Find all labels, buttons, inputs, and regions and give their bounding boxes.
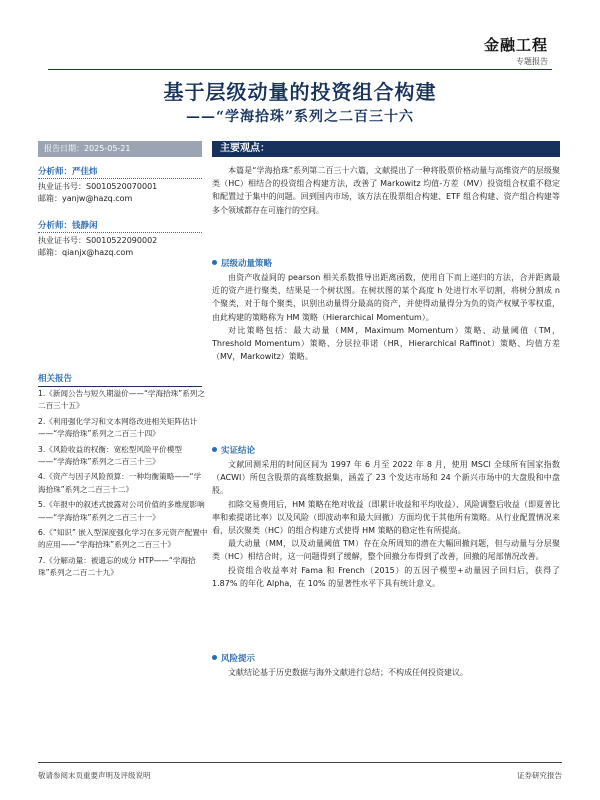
analyst-block bbox=[38, 220, 202, 259]
analyst-email[interactable]: 邮箱：yanjw@hazq.com bbox=[38, 194, 133, 203]
analyst-name: 分析师：严佳炜 bbox=[38, 167, 98, 177]
body-paragraph: 对比策略包括：最大动量（MM，Maximum Momentum）策略、动量阈值（TM，Threshold Momentum）策略、分层拉菲诺（HR，Hierarchical Raffinot）策略、均值方差（MV，Markowitz）策略。 bbox=[212, 325, 560, 362]
section-body bbox=[212, 458, 560, 590]
brand-name: 金融工程 bbox=[483, 36, 548, 54]
analyst-cert: 执业证书号：S0010522090002 bbox=[38, 236, 158, 245]
footer-divider bbox=[38, 762, 562, 763]
section-body bbox=[212, 271, 560, 363]
analyst-cert: 执业证书号：S0010520070001 bbox=[38, 182, 158, 191]
footer-label: 证券研究报告 bbox=[517, 771, 562, 780]
related-report-item[interactable]: 4.《资产与因子风险预算：一种均衡策略——“学海拾珠”系列之二百三十二》 bbox=[38, 472, 202, 494]
intro-block bbox=[212, 164, 560, 217]
related-report-item[interactable]: 6.《“知识” 嵌入型深度强化学习在多元资产配置中的应用——“学海拾珠”系列之二百三十》 bbox=[38, 528, 208, 550]
summary-heading: 主要观点： bbox=[212, 141, 560, 157]
footer-disclaimer: 敬请参阅末页重要声明及评级说明 bbox=[38, 771, 151, 780]
section-heading bbox=[212, 652, 255, 664]
related-report-item[interactable]: 2.《利用强化学习和文本网络改进相关矩阵估计 ——“学海拾珠”系列之二百三十四》 bbox=[38, 416, 198, 439]
body-paragraph: 最大动量（MM，以及动量阈值 TM）存在众所周知的潜在大幅回撤问题，但与动量与分层聚类（HC）相结合时，这一问题得到了缓解，整个回撤分布得到了改善，回撤的尾部情况改善。 bbox=[212, 539, 560, 562]
report-title: 基于层级动量的投资组合构建 bbox=[163, 80, 437, 104]
related-report-item[interactable]: 7.《分解动量：被遗忘的成分 HTP——“学海拾珠”系列之二百二十九》 bbox=[38, 555, 196, 578]
related-report-item[interactable]: 3.《风险收益的权衡：宽松型风险平价模型 ——“学海拾珠”系列之二百三十三》 bbox=[38, 444, 182, 467]
analyst-email[interactable]: 邮箱：qianjx@hazq.com bbox=[38, 248, 134, 257]
body-paragraph: 文献回测采用的时间区间为 1997 年 6 月至 2022 年 8 月，使用 MSCI 全球所有国家指数（ACWI）所包含股票的高维数据集，涵盖了 23 个发达市场和 24 个新兴市场中的大盘股和中盘股。 bbox=[212, 460, 560, 496]
body-paragraph: 文献结论基于历史数据与海外文献进行总结；不构成任何投资建议。 bbox=[228, 668, 468, 677]
bullet-icon bbox=[212, 447, 217, 452]
analyst-name: 分析师：钱静闲 bbox=[38, 221, 98, 231]
section-heading bbox=[212, 257, 272, 269]
intro-paragraph: 本篇是“学海拾珠”系列第二百三十六篇，文献提出了一种将股票价格动量与高维资产的层级聚类（HC）相结合的投资组合构建方法，改善了 Markowitz 均值-方差（MV）投资组合权重不稳定和配置过于集中的问题。回到国内市场，该方法在股票组合构建、ETF 组合构建、资产组合构建等多个领域都存在可施行的空间。 bbox=[212, 166, 560, 215]
section-heading bbox=[212, 444, 255, 456]
bullet-icon bbox=[212, 260, 217, 265]
body-paragraph: 投资组合收益率对 Fama 和 French（2015）的五因子模型+动量因子回归后，获得了 1.87% 的年化 Alpha，在 10% 的显著性水平下具有统计意义。 bbox=[212, 565, 560, 588]
bullet-icon bbox=[212, 655, 217, 660]
related-report-item[interactable]: 5.《年报中的叙述式披露对公司价值的多维度影响——“学海拾珠”系列之二百三十一》 bbox=[38, 500, 205, 522]
related-reports-heading: 相关报告 bbox=[38, 372, 202, 387]
report-type: 专题报告 bbox=[516, 57, 548, 66]
analyst-divider bbox=[38, 232, 202, 233]
section-heading-label: 层级动量策略 bbox=[221, 259, 273, 269]
report-subtitle: ——“学海拾珠”系列之二百三十六 bbox=[185, 109, 415, 125]
analyst-divider bbox=[38, 178, 202, 179]
analyst-block bbox=[38, 166, 202, 205]
body-paragraph: 由资产收益间的 pearson 相关系数推导出距离函数，使用自下而上递归的方法，合并距离最近的资产进行聚类，结果是一个树状图。在树状图的某个高度 h 处进行水平切割，将树分割成 n 个聚类，对于每个聚类，识别出动量得分最高的资产，并使得动量得分为负的资产权赋予零权重，由此构建的策略称为 HM 策略（Hierarchical Momentum）。 bbox=[212, 273, 560, 322]
report-date: 报告日期：2025-05-21 bbox=[38, 141, 202, 157]
section-body bbox=[212, 666, 560, 679]
header-divider bbox=[48, 69, 552, 70]
related-reports-list bbox=[38, 388, 208, 583]
related-report-item[interactable]: 1.《新闻公告与短久期溢价——“学海拾珠”系列之二百三十五》 bbox=[38, 389, 205, 411]
body-paragraph: 扣除交易费用后，HM 策略在绝对收益（即累计收益和平均收益）、风险调整后收益（即夏普比率和索提诺比率）以及风险（即波动率和最大回撤）方面均优于其他所有策略。从行业配置情况来看，层次聚类（HC）的组合构建方式使得 HM 策略的稳定性有所提高。 bbox=[212, 499, 560, 536]
section-heading-label: 实证结论 bbox=[221, 446, 256, 456]
section-heading-label: 风险提示 bbox=[221, 654, 256, 664]
